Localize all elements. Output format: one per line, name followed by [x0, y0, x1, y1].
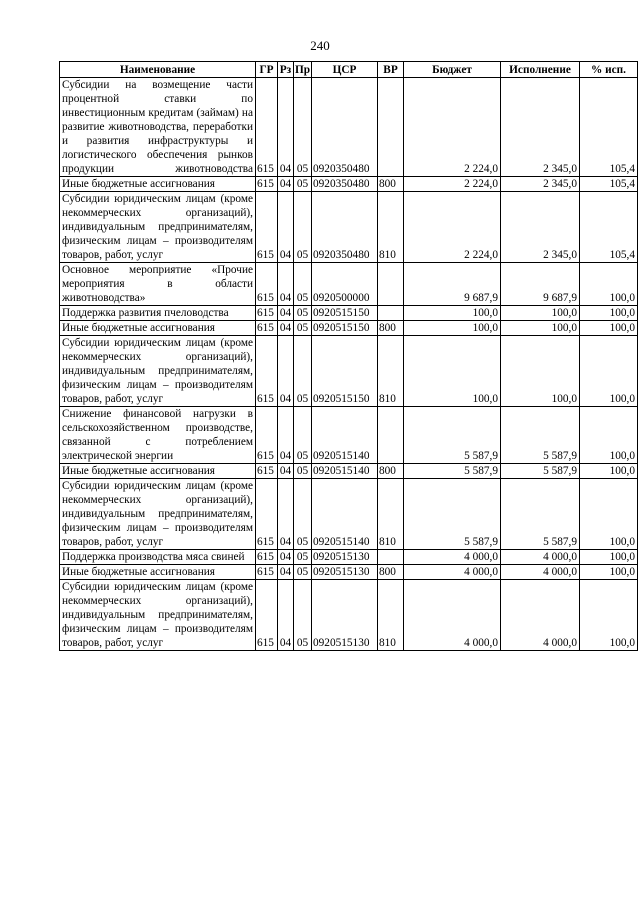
row-percent: 105,4	[580, 78, 638, 177]
row-gr: 615	[256, 336, 278, 407]
row-budget: 5 587,9	[404, 479, 501, 550]
header-name: Наименование	[60, 62, 256, 78]
table-row	[60, 78, 638, 177]
table-row	[60, 306, 638, 321]
table-row	[60, 177, 638, 192]
row-vr: 800	[378, 464, 404, 479]
row-percent: 100,0	[580, 306, 638, 321]
row-rz: 04	[278, 479, 294, 550]
row-gr: 615	[256, 407, 278, 464]
row-budget: 2 224,0	[404, 78, 501, 177]
row-rz: 04	[278, 336, 294, 407]
row-vr	[378, 550, 404, 565]
row-pr: 05	[294, 192, 312, 263]
row-gr: 615	[256, 464, 278, 479]
row-percent: 105,4	[580, 192, 638, 263]
row-rz: 04	[278, 192, 294, 263]
row-csr: 0920515130	[312, 565, 378, 580]
header-vr: ВР	[378, 62, 404, 78]
row-execution: 5 587,9	[501, 464, 580, 479]
row-name: Снижение финансовой нагрузки в сельскохозяйственном производстве, связанной с потреблением электрической энергии	[60, 407, 256, 464]
row-percent: 100,0	[580, 580, 638, 651]
header-percent: % исп.	[580, 62, 638, 78]
row-pr: 05	[294, 580, 312, 651]
row-vr: 810	[378, 192, 404, 263]
header-csr: ЦСР	[312, 62, 378, 78]
row-csr: 0920515150	[312, 336, 378, 407]
table-row	[60, 336, 638, 407]
header-budget: Бюджет	[404, 62, 501, 78]
row-gr: 615	[256, 550, 278, 565]
header-gr: ГР	[256, 62, 278, 78]
row-csr: 0920515140	[312, 407, 378, 464]
row-rz: 04	[278, 550, 294, 565]
row-execution: 2 345,0	[501, 192, 580, 263]
row-percent: 100,0	[580, 464, 638, 479]
row-csr: 0920350480	[312, 192, 378, 263]
row-csr: 0920515140	[312, 464, 378, 479]
table-row	[60, 321, 638, 336]
row-vr: 810	[378, 580, 404, 651]
row-execution: 4 000,0	[501, 550, 580, 565]
row-execution: 100,0	[501, 321, 580, 336]
row-name: Субсидии юридическим лицам (кроме некоммерческих организаций), индивидуальным предпринимателям, физическим лицам – производителям товаров, работ, услуг	[60, 336, 256, 407]
row-percent: 100,0	[580, 321, 638, 336]
budget-execution-table	[59, 61, 638, 651]
row-gr: 615	[256, 306, 278, 321]
row-pr: 05	[294, 407, 312, 464]
row-percent: 105,4	[580, 177, 638, 192]
row-vr: 800	[378, 321, 404, 336]
row-execution: 4 000,0	[501, 580, 580, 651]
row-name: Основное мероприятие «Прочие мероприятия в области животноводства»	[60, 263, 256, 306]
row-gr: 615	[256, 479, 278, 550]
row-pr: 05	[294, 464, 312, 479]
row-rz: 04	[278, 565, 294, 580]
row-rz: 04	[278, 306, 294, 321]
row-pr: 05	[294, 306, 312, 321]
row-vr: 800	[378, 177, 404, 192]
row-csr: 0920515140	[312, 479, 378, 550]
row-budget: 5 587,9	[404, 464, 501, 479]
row-vr: 800	[378, 565, 404, 580]
row-name: Иные бюджетные ассигнования	[60, 464, 256, 479]
row-name: Субсидии юридическим лицам (кроме некоммерческих организаций), индивидуальным предпринимателям, физическим лицам – производителям товаров, работ, услуг	[60, 580, 256, 651]
row-rz: 04	[278, 263, 294, 306]
row-name: Субсидии юридическим лицам (кроме некоммерческих организаций), индивидуальным предпринимателям, физическим лицам – производителям товаров, работ, услуг	[60, 192, 256, 263]
header-pr: Пр	[295, 63, 311, 76]
table-row	[60, 580, 638, 651]
row-gr: 615	[256, 192, 278, 263]
row-pr: 05	[294, 263, 312, 306]
row-name: Поддержка развития пчеловодства	[60, 306, 256, 321]
row-csr: 0920515130	[312, 580, 378, 651]
row-vr: 810	[378, 336, 404, 407]
row-budget: 4 000,0	[404, 580, 501, 651]
row-pr: 05	[294, 177, 312, 192]
row-percent: 100,0	[580, 550, 638, 565]
row-vr	[378, 78, 404, 177]
row-pr: 05	[294, 336, 312, 407]
row-rz: 04	[278, 464, 294, 479]
row-execution: 9 687,9	[501, 263, 580, 306]
row-vr	[378, 263, 404, 306]
row-execution: 100,0	[501, 336, 580, 407]
row-gr: 615	[256, 177, 278, 192]
row-vr: 810	[378, 479, 404, 550]
row-execution: 100,0	[501, 306, 580, 321]
row-budget: 4 000,0	[404, 550, 501, 565]
table-row	[60, 464, 638, 479]
row-csr: 0920350480	[312, 177, 378, 192]
row-rz: 04	[278, 177, 294, 192]
row-csr: 0920515150	[312, 306, 378, 321]
row-budget: 100,0	[404, 306, 501, 321]
row-budget: 2 224,0	[404, 177, 501, 192]
row-gr: 615	[256, 263, 278, 306]
row-budget: 4 000,0	[404, 565, 501, 580]
row-vr	[378, 407, 404, 464]
row-pr: 05	[294, 321, 312, 336]
row-name: Иные бюджетные ассигнования	[60, 177, 256, 192]
row-execution: 2 345,0	[501, 177, 580, 192]
row-pr: 05	[294, 479, 312, 550]
row-gr: 615	[256, 580, 278, 651]
row-budget: 100,0	[404, 321, 501, 336]
row-pr: 05	[294, 565, 312, 580]
row-pr: 05	[294, 78, 312, 177]
row-name: Иные бюджетные ассигнования	[60, 565, 256, 580]
row-name: Субсидии юридическим лицам (кроме некоммерческих организаций), индивидуальным предпринимателям, физическим лицам – производителям товаров, работ, услуг	[60, 479, 256, 550]
table-row	[60, 550, 638, 565]
row-percent: 100,0	[580, 565, 638, 580]
table-row	[60, 192, 638, 263]
row-csr: 0920500000	[312, 263, 378, 306]
row-rz: 04	[278, 78, 294, 177]
row-rz: 04	[278, 580, 294, 651]
row-csr: 0920350480	[312, 78, 378, 177]
page-number: 240	[310, 38, 330, 53]
row-execution: 4 000,0	[501, 565, 580, 580]
row-percent: 100,0	[580, 479, 638, 550]
row-name: Иные бюджетные ассигнования	[60, 321, 256, 336]
table-row	[60, 479, 638, 550]
row-gr: 615	[256, 321, 278, 336]
header-execution: Исполнение	[501, 62, 580, 78]
row-name: Субсидии на возмещение части процентной ставки по инвестиционным кредитам (займам) на развитие животноводства, переработки и развития инфраструктуры и логистического обеспечения рынков продукции животноводства	[60, 78, 256, 177]
row-name: Поддержка производства мяса свиней	[60, 550, 256, 565]
row-rz: 04	[278, 321, 294, 336]
row-percent: 100,0	[580, 407, 638, 464]
row-percent: 100,0	[580, 263, 638, 306]
table-header-row	[60, 62, 638, 78]
row-budget: 100,0	[404, 336, 501, 407]
row-percent: 100,0	[580, 336, 638, 407]
row-execution: 5 587,9	[501, 479, 580, 550]
row-budget: 9 687,9	[404, 263, 501, 306]
row-gr: 615	[256, 78, 278, 177]
row-csr: 0920515150	[312, 321, 378, 336]
table-row	[60, 565, 638, 580]
row-pr: 05	[294, 550, 312, 565]
table-row	[60, 263, 638, 306]
row-vr	[378, 306, 404, 321]
row-rz: 04	[278, 407, 294, 464]
header-rz: Рз	[278, 62, 294, 78]
row-csr: 0920515130	[312, 550, 378, 565]
table-row	[60, 407, 638, 464]
row-budget: 5 587,9	[404, 407, 501, 464]
row-execution: 5 587,9	[501, 407, 580, 464]
row-budget: 2 224,0	[404, 192, 501, 263]
row-execution: 2 345,0	[501, 78, 580, 177]
row-gr: 615	[256, 565, 278, 580]
